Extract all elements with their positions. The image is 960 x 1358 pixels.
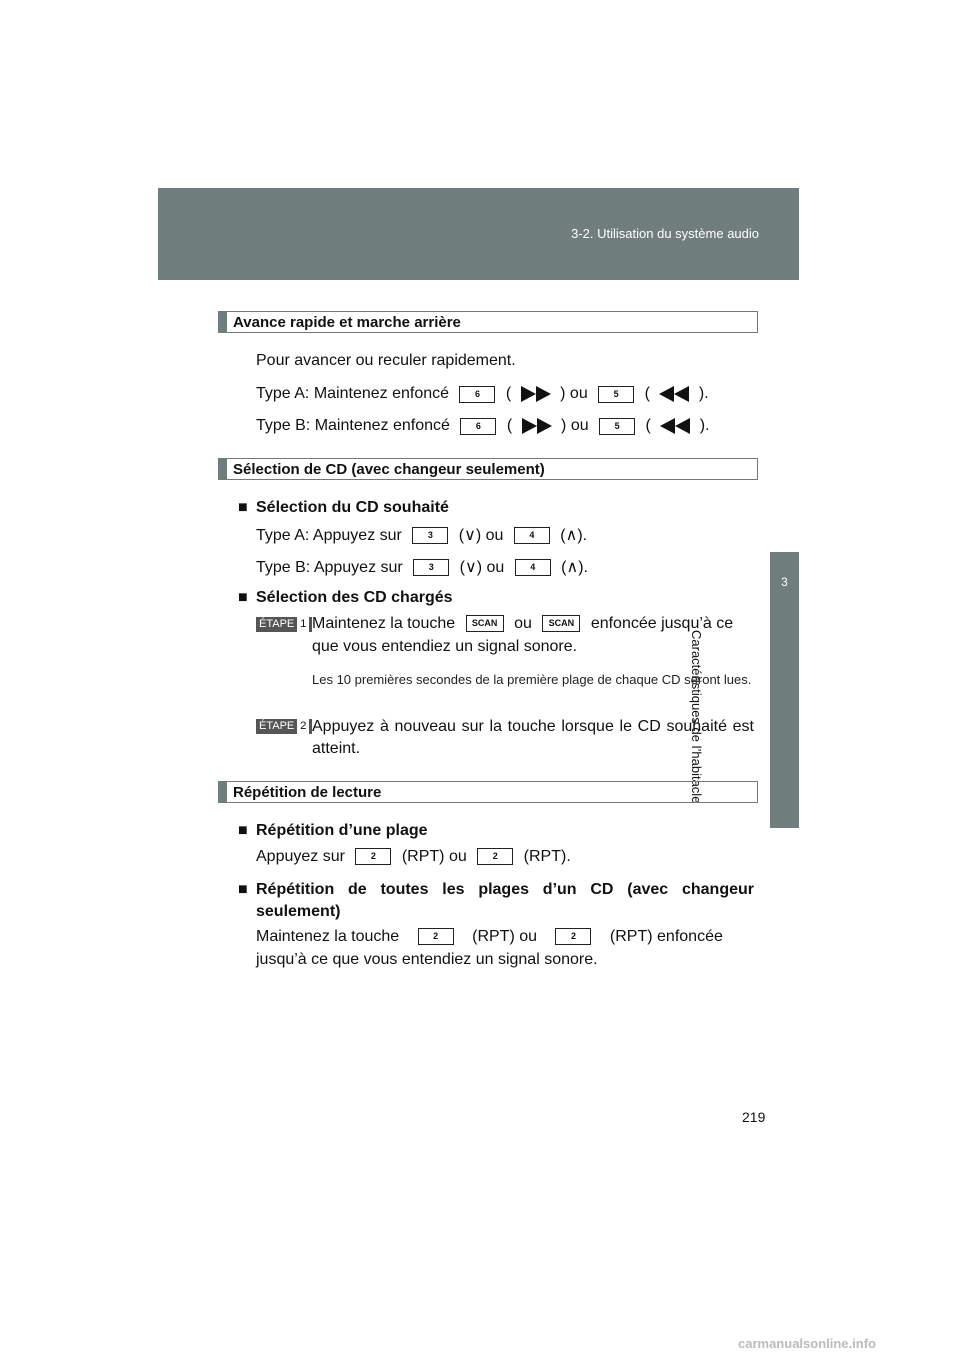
step-2-text: Appuyez à nouveau sur la touche lorsque le CD souhaité est atteint.: [312, 718, 754, 757]
rpt-or-text: (RPT) ou: [401, 848, 467, 865]
rewind-icon: [658, 417, 692, 435]
key-4-button: 4: [514, 527, 550, 544]
step-1-line-2: que vous entendiez un signal sonore.: [312, 638, 578, 655]
repeat-all-line-1: [256, 928, 723, 946]
key-2-button: 2: [355, 848, 391, 865]
repeat-all-line-2: jusqu’à ce que vous entendiez un signal sonore.: [256, 951, 598, 968]
or-text: ) ou: [560, 385, 588, 403]
step-label: ÉTAPE: [259, 720, 295, 732]
step-1-line-1: [312, 615, 733, 633]
subheading-repeat-all: Répétition de toutes les plages d’un CD (avec changeur seulement): [256, 881, 754, 920]
section-title: Répétition de lecture: [233, 784, 382, 801]
press-text: Appuyez sur: [256, 848, 345, 865]
chapter-label: [688, 630, 793, 830]
step-1-text-a: Maintenez la touche: [312, 615, 456, 632]
fast-forward-icon: [519, 385, 553, 403]
close-text: ).: [698, 385, 709, 403]
section-cd-selection: [218, 458, 758, 480]
or-text: ou: [514, 615, 532, 632]
type-a-line: [256, 385, 709, 403]
scan-key-button: SCAN: [466, 615, 504, 632]
section-title: Avance rapide et marche arrière: [233, 314, 461, 331]
step-number: 1: [297, 617, 309, 632]
intro-text: Pour avancer ou reculer rapidement.: [256, 352, 516, 369]
repeat-line: [256, 848, 571, 866]
bullet-square-icon: ■: [238, 499, 248, 516]
down-text: (∨) ou: [459, 559, 505, 576]
type-a-label: Type A: Appuyez sur: [256, 527, 402, 544]
key-3-button: 3: [412, 527, 448, 544]
section-repeat: [218, 781, 758, 803]
section-fast-forward: [218, 311, 758, 333]
subheading-loaded-cds: Sélection des CD chargés: [256, 589, 453, 606]
paren: (: [505, 385, 512, 403]
cd-type-a-line: [256, 525, 587, 545]
rpt-hold-text: (RPT) enfoncée: [609, 928, 723, 945]
key-2-button-c: 2: [418, 928, 454, 945]
scan-key-button-b: SCAN: [542, 615, 580, 632]
type-a-label: Type A: Maintenez enfoncé: [256, 385, 450, 403]
type-b-label: Type B: Maintenez enfoncé: [256, 417, 450, 435]
key-2-button-b: 2: [477, 848, 513, 865]
section-title: Sélection de CD (avec changeur seulement): [233, 461, 545, 478]
chapter-label-text: Caractéristiques de l’habitacle: [688, 630, 704, 804]
rpt-end-text: (RPT).: [523, 848, 571, 865]
note-text: Les 10 premières secondes de la première plage de chaque CD seront lues.: [312, 672, 752, 687]
key-6-button-b: 6: [460, 418, 496, 435]
key-2-button-d: 2: [555, 928, 591, 945]
paren: (: [506, 417, 513, 435]
page-number: 219: [742, 1109, 766, 1125]
bullet-square-icon: ■: [238, 822, 248, 839]
hold-text: Maintenez la touche: [256, 928, 400, 945]
key-3-button-b: 3: [413, 559, 449, 576]
breadcrumb: 3-2. Utilisation du système audio: [571, 226, 759, 241]
paren: (: [645, 417, 651, 435]
type-b-label: Type B: Appuyez sur: [256, 559, 403, 576]
watermark: carmanualsonline.info: [738, 1336, 876, 1351]
key-5-button: 5: [598, 386, 634, 403]
subheading-select-cd: Sélection du CD souhaité: [256, 499, 449, 516]
chapter-number: 3: [781, 575, 788, 589]
cd-type-b-line: [256, 557, 588, 577]
up-text: (∧).: [561, 559, 588, 576]
rewind-icon: [657, 385, 691, 403]
key-6-button: 6: [459, 386, 495, 403]
bullet-square-icon: ■: [238, 881, 248, 898]
key-4-button-b: 4: [515, 559, 551, 576]
down-text: (∨) ou: [458, 527, 504, 544]
close-text: ).: [699, 417, 710, 435]
step-2-badge: [256, 719, 312, 734]
or-text: ) ou: [561, 417, 589, 435]
rpt-or-text: (RPT) ou: [472, 928, 538, 945]
step-1-text-b: enfoncée jusqu’à ce: [590, 615, 734, 632]
subheading-repeat-track: Répétition d’une plage: [256, 822, 428, 839]
up-text: (∧).: [560, 527, 588, 544]
page-header: [158, 188, 799, 280]
step-1-badge: [256, 617, 312, 632]
step-label: ÉTAPE: [259, 618, 295, 630]
step-number: 2: [297, 719, 309, 734]
fast-forward-icon: [520, 417, 554, 435]
key-5-button-b: 5: [599, 418, 635, 435]
paren: (: [644, 385, 650, 403]
type-b-line: [256, 417, 710, 435]
bullet-square-icon: ■: [238, 589, 248, 606]
